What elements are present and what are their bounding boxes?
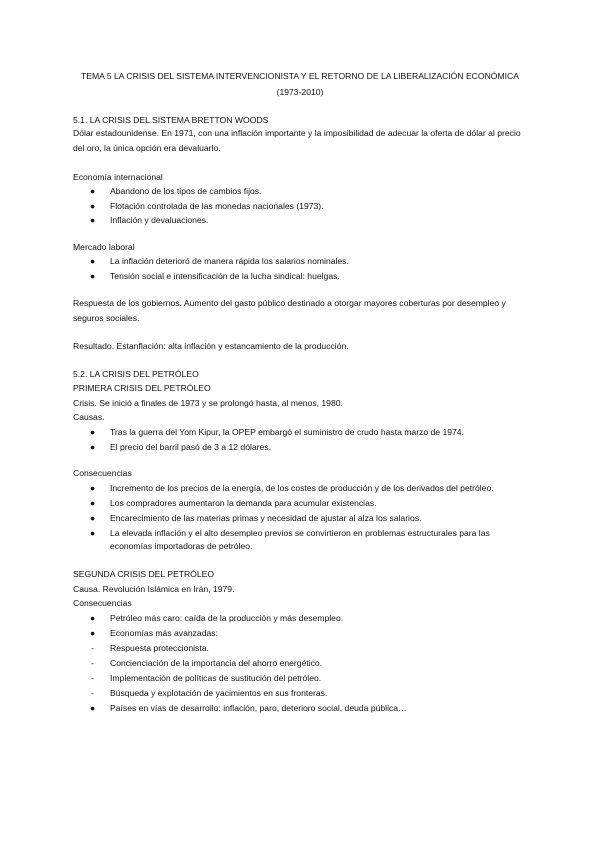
list-item: Países en vías de desarrollo: inflación, paro, deterioro social, deuda pública… xyxy=(110,703,407,713)
dash-icon: - xyxy=(91,658,94,668)
dash-icon: - xyxy=(91,688,94,698)
list-item: La inflación deterioró de manera rápida los salarios nominales. xyxy=(110,256,349,266)
consecuencias-label: Consecuencias xyxy=(73,468,132,478)
list-item: Abandono de los tipos de cambios fijos. xyxy=(110,186,262,196)
list-item: Flotación controlada de las monedas nacionales (1973). xyxy=(110,201,324,211)
bullet-icon: ● xyxy=(90,513,96,523)
list-item: Tras la guerra del Yom Kipur, la OPEP embargó el suministro de crudo hasta marzo de 1974. xyxy=(110,427,464,437)
list-item: Petróleo más caro: caída de la producción y más desempleo. xyxy=(110,613,344,623)
respuesta-paragraph: Respuesta de los gobiernos. Aumento del gasto público destinado a otorgar mayores coberturas por desempleo y seguros sociales. xyxy=(73,298,506,323)
list-item: La elevada inflación y el alto desempleo previos se convirtieron en problemas estructurales para las economías importadoras de petróleo. xyxy=(110,528,490,551)
dolar-paragraph: Dólar estadounidense. En 1971, con una inflación importante y la imposibilidad de adecuar la oferta de dólar al precio del oro, la única opción era devaluarlo. xyxy=(73,128,521,153)
crisis-paragraph: Crisis. Se inició a finales de 1973 y se prolongó hasta, al menos, 1980. xyxy=(73,398,343,408)
section-5-2-heading: 5.2. LA CRISIS DEL PETRÓLEO xyxy=(73,369,199,379)
bullet-icon: ● xyxy=(90,256,96,266)
list-item: Economías más avanzadas: xyxy=(110,628,218,638)
list-item: Inflación y devaluaciones. xyxy=(110,215,209,225)
list-item: El precio del barril pasó de 3 a 12 dólares. xyxy=(110,442,271,452)
bullet-icon: ● xyxy=(90,186,96,196)
bullet-icon: ● xyxy=(90,215,96,225)
causas-label: Causas. xyxy=(73,412,105,422)
causa-paragraph: Causa. Revolución Islámica en Irán, 1979. xyxy=(73,584,235,594)
bullet-icon: ● xyxy=(90,271,96,281)
dash-icon: - xyxy=(91,673,94,683)
list-item: Los compradores aumentaron la demanda para acumular existencias. xyxy=(110,498,377,508)
bullet-icon: ● xyxy=(90,628,96,638)
list-item: Tensión social e intensificación de la lucha sindical: huelgas. xyxy=(110,271,340,281)
economia-label: Economía internacional xyxy=(73,172,163,182)
primera-crisis-heading: PRIMERA CRISIS DEL PETRÓLEO xyxy=(73,383,211,393)
bullet-icon: ● xyxy=(90,442,96,452)
doc-title-line2: (1973-2010) xyxy=(276,87,324,97)
resultado-paragraph: Resultado. Estanflación: alta inflación y estancamiento de la producción. xyxy=(73,341,349,351)
section-5-1-heading: 5.1. LA CRISIS DEL SISTEMA BRETTON WOODS xyxy=(73,115,269,125)
mercado-label: Mercado laboral xyxy=(73,242,135,252)
bullet-icon: ● xyxy=(90,703,96,713)
bullet-icon: ● xyxy=(90,528,96,538)
bullet-icon: ● xyxy=(90,613,96,623)
bullet-icon: ● xyxy=(90,427,96,437)
bullet-icon: ● xyxy=(90,201,96,211)
list-item: Incremento de los precios de la energía, de los costes de producción y de los derivados del petróleo. xyxy=(110,483,494,493)
sub-list-item: Concienciación de la importancia del ahorro energético. xyxy=(110,658,323,668)
list-item: Encarecimiento de las materias primas y necesidad de ajustar al alza los salarios. xyxy=(110,513,422,523)
bullet-icon: ● xyxy=(90,498,96,508)
bullet-icon: ● xyxy=(90,483,96,493)
sub-list-item: Respuesta proteccionista. xyxy=(110,643,209,653)
sub-list-item: Implementación de políticas de sustitución del petróleo. xyxy=(110,673,322,683)
segunda-crisis-heading: SEGUNDA CRISIS DEL PETRÓLEO xyxy=(73,569,215,579)
doc-title-line1: TEMA 5 LA CRISIS DEL SISTEMA INTERVENCIONISTA Y EL RETORNO DE LA LIBERALIZACIÓN ECONÓMICA xyxy=(81,71,519,81)
consecuencias-label: Consecuencias xyxy=(73,598,132,608)
sub-list-item: Búsqueda y explotación de yacimientos en sus fronteras. xyxy=(110,688,328,698)
dash-icon: - xyxy=(91,643,94,653)
